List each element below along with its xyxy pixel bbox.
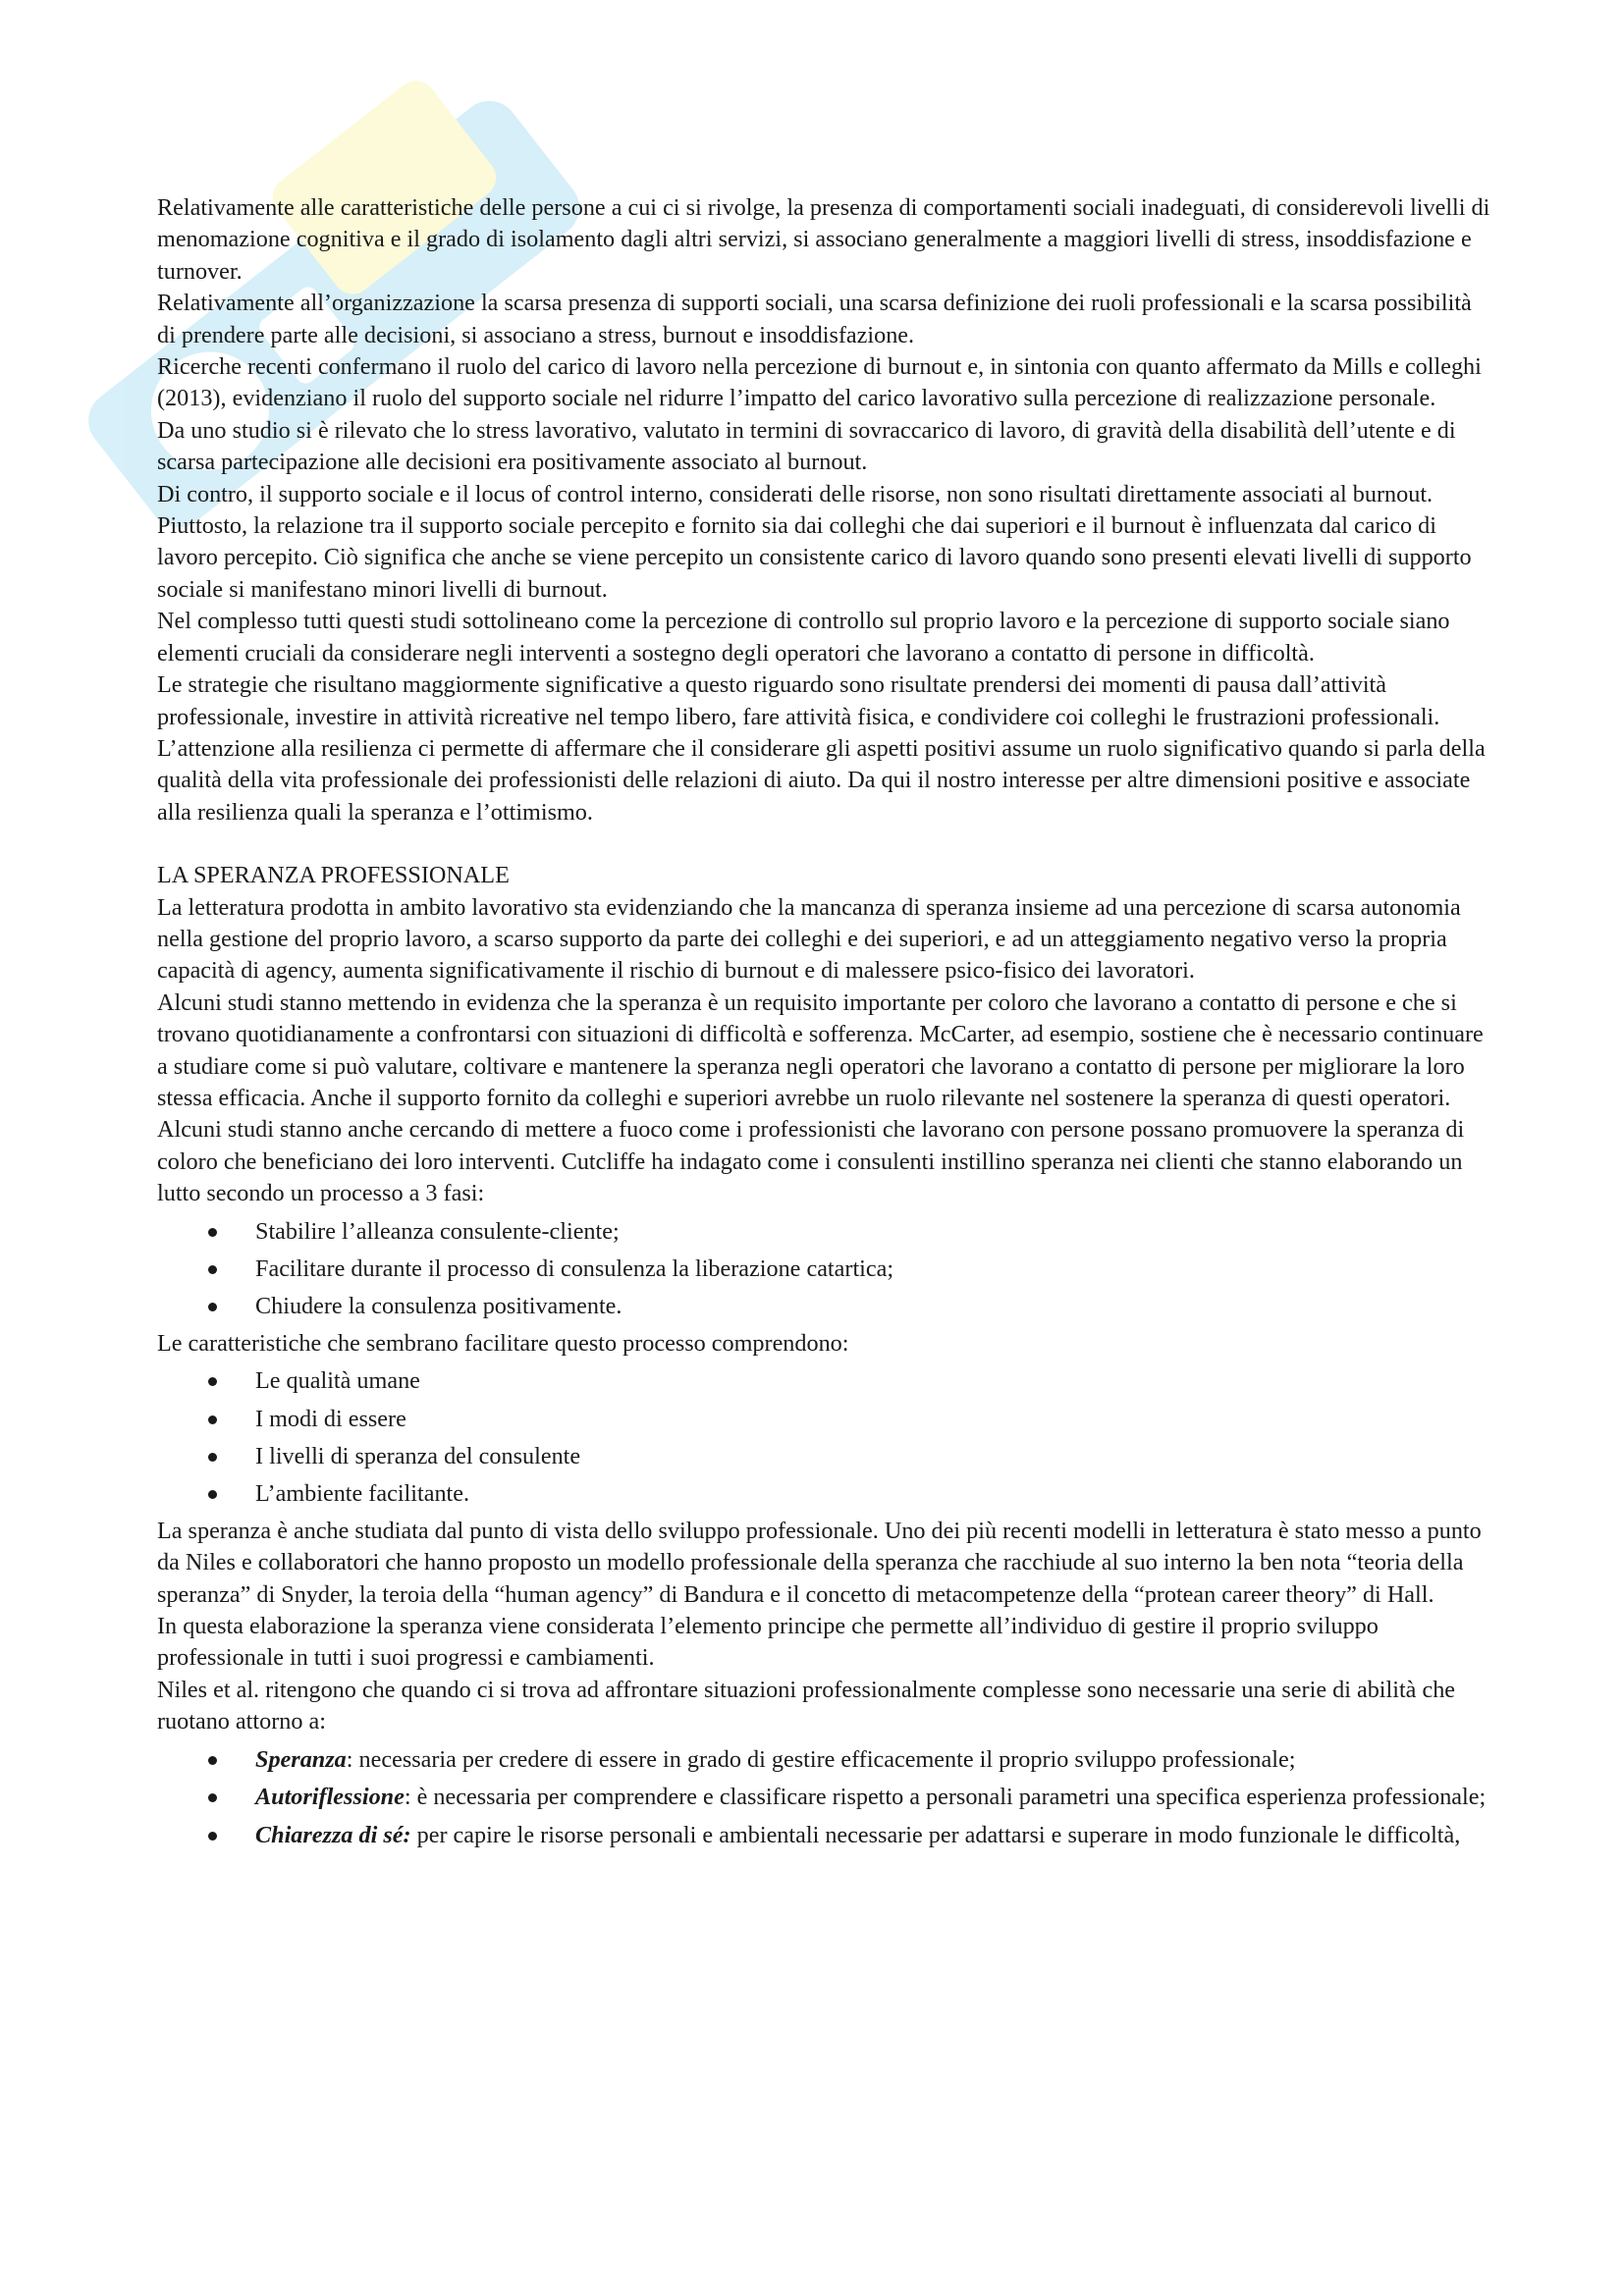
skill-term: Speranza	[255, 1745, 347, 1773]
paragraph: Relativamente all’organizzazione la scarsa presenza di supporti sociali, una scarsa definizione dei ruoli professionali e la scarsa possibilità di prendere parte alle decisioni, si associano a stress, burnout e insoddisfazione.	[157, 290, 1472, 348]
paragraph: In questa elaborazione la speranza viene considerata l’elemento principe che permette all’individuo di gestire il proprio sviluppo professionale in tutti i suoi progressi e cambiamenti.	[157, 1613, 1379, 1672]
paragraph: Alcuni studi stanno anche cercando di mettere a fuoco come i professionisti che lavorano con persone possano promuovere la speranza di coloro che beneficiano dei loro interventi. Cutcliffe ha indagato come i consulenti instillino speranza nei clienti che stanno elaborando un lutto secondo un processo a 3 fasi:	[157, 1116, 1465, 1207]
list-item: Chiudere la consulenza positivamente.	[157, 1291, 1492, 1322]
paragraph: Di contro, il supporto sociale e il locus of control interno, considerati delle risorse, non sono risultati direttamente associati al burnout. Piuttosto, la relazione tra il supporto sociale percepito e fornito sia dai colleghi che dai superiori e il burnout è influenzata dal carico di lavoro percepito. Ciò significa che anche se viene percepito un consistente carico di lavoro quando sono presenti elevati livelli di supporto sociale si manifestano minori livelli di burnout.	[157, 480, 1472, 603]
list-item: I modi di essere	[157, 1404, 1492, 1435]
bullet-icon	[208, 1377, 217, 1386]
document-page	[157, 192, 1492, 1857]
paragraph: Le strategie che risultano maggiormente significative a questo riguardo sono risultate prendersi dei momenti di pausa dall’attività professionale, investire in attività ricreative nel tempo libero, fare attività fisica, e condividere coi colleghi le frustrazioni professionali.	[157, 671, 1440, 730]
bullet-icon	[208, 1453, 217, 1462]
bullet-icon	[208, 1265, 217, 1274]
bullet-icon	[208, 1832, 217, 1841]
list-item: Le qualità umane	[157, 1365, 1492, 1397]
bullet-icon	[208, 1415, 217, 1424]
paragraph: Relativamente alle caratteristiche delle persone a cui ci si rivolge, la presenza di comportamenti sociali inadeguati, di considerevoli livelli di menomazione cognitiva e il grado di isolamento dagli altri servizi, si associano generalmente a maggiori livelli di stress, insoddisfazione e turnover.	[157, 194, 1490, 285]
bullet-icon	[208, 1490, 217, 1499]
bullet-icon	[208, 1793, 217, 1802]
paragraph: Alcuni studi stanno mettendo in evidenza che la speranza è un requisito importante per coloro che lavorano a contatto di persone e che si trovano quotidianamente a confrontarsi con situazioni di difficoltà e sofferenza. McCarter, ad esempio, sostiene che è necessario continuare a studiare come si può valutare, coltivare e mantenere la speranza negli operatori che lavorano a contatto di persone per migliorare la loro stessa efficacia. Anche il supporto fornito da colleghi e superiori avrebbe un ruolo rilevante nel sostenere la speranza di questi operatori.	[157, 988, 1484, 1111]
blank-line	[157, 828, 1492, 860]
skill-description: : necessaria per credere di essere in grado di gestire efficacemente il proprio sviluppo professionale;	[346, 1745, 1296, 1773]
paragraph: Le caratteristiche che sembrano facilitare questo processo comprendono:	[157, 1329, 849, 1357]
list-item	[157, 1782, 1492, 1813]
paragraph: La speranza è anche studiata dal punto di vista dello sviluppo professionale. Uno dei più recenti modelli in letteratura è stato messo a punto da Niles e collaboratori che hanno proposto un modello professionale della speranza che racchiude al suo interno la ben nota “teoria della speranza” di Snyder, la teroia della “human agency” di Bandura e il concetto di metacompetenze della “protean career theory” di Hall.	[157, 1517, 1482, 1608]
skill-term: Chiarezza di sé:	[255, 1821, 411, 1848]
list-item	[157, 1744, 1492, 1776]
list-item: Stabilire l’alleanza consulente-cliente;	[157, 1216, 1492, 1248]
paragraph: Ricerche recenti confermano il ruolo del carico di lavoro nella percezione di burnout e, in sintonia con quanto affermato da Mills e colleghi (2013), evidenziano il ruolo del supporto sociale nel ridurre l’impatto del carico lavorativo sulla percezione di realizzazione personale.	[157, 353, 1482, 412]
paragraph: Nel complesso tutti questi studi sottolineano come la percezione di controllo sul proprio lavoro e la percezione di supporto sociale siano elementi cruciali da considerare negli interventi a sostegno degli operatori che lavorano a contatto di persone in difficoltà.	[157, 608, 1450, 667]
list-item	[157, 1820, 1492, 1851]
paragraph: L’attenzione alla resilienza ci permette di affermare che il considerare gli aspetti positivi assume un ruolo significativo quando si parla della qualità della vita professionale dei professionisti delle relazioni di aiuto. Da qui il nostro interesse per altre dimensioni positive e associate alla resilienza quali la speranza e l’ottimismo.	[157, 734, 1486, 826]
list-item: Facilitare durante il processo di consulenza la liberazione catartica;	[157, 1254, 1492, 1285]
bullet-icon	[208, 1303, 217, 1311]
bullet-icon	[208, 1756, 217, 1765]
skill-description: : è necessaria per comprendere e classificare rispetto a personali parametri una specifica esperienza professionale;	[404, 1784, 1487, 1811]
skill-term: Autoriflessione	[255, 1784, 405, 1811]
paragraph: Niles et al. ritengono che quando ci si trova ad affrontare situazioni professionalmente complesse sono necessarie una serie di abilità che ruotano attorno a:	[157, 1676, 1456, 1735]
characteristics-list	[157, 1365, 1492, 1511]
skills-list	[157, 1744, 1492, 1851]
skill-description: per capire le risorse personali e ambientali necessarie per adattarsi e superare in modo funzionale le difficoltà,	[410, 1821, 1461, 1848]
section-heading: LA SPERANZA PROFESSIONALE	[157, 862, 510, 889]
list-item: L’ambiente facilitante.	[157, 1478, 1492, 1510]
phases-list	[157, 1216, 1492, 1323]
bullet-icon	[208, 1228, 217, 1237]
list-item: I livelli di speranza del consulente	[157, 1441, 1492, 1472]
paragraph: La letteratura prodotta in ambito lavorativo sta evidenziando che la mancanza di speranza insieme ad una percezione di scarsa autonomia nella gestione del proprio lavoro, a scarso supporto da parte dei colleghi e dei superiori, e ad un atteggiamento negativo verso la propria capacità di agency, aumenta significativamente il rischio di burnout e di malessere psico-fisico dei lavoratori.	[157, 893, 1461, 985]
paragraph: Da uno studio si è rilevato che lo stress lavorativo, valutato in termini di sovraccarico di lavoro, di gravità della disabilità dell’utente e di scarsa partecipazione alle decisioni era positivamente associato al burnout.	[157, 416, 1456, 476]
